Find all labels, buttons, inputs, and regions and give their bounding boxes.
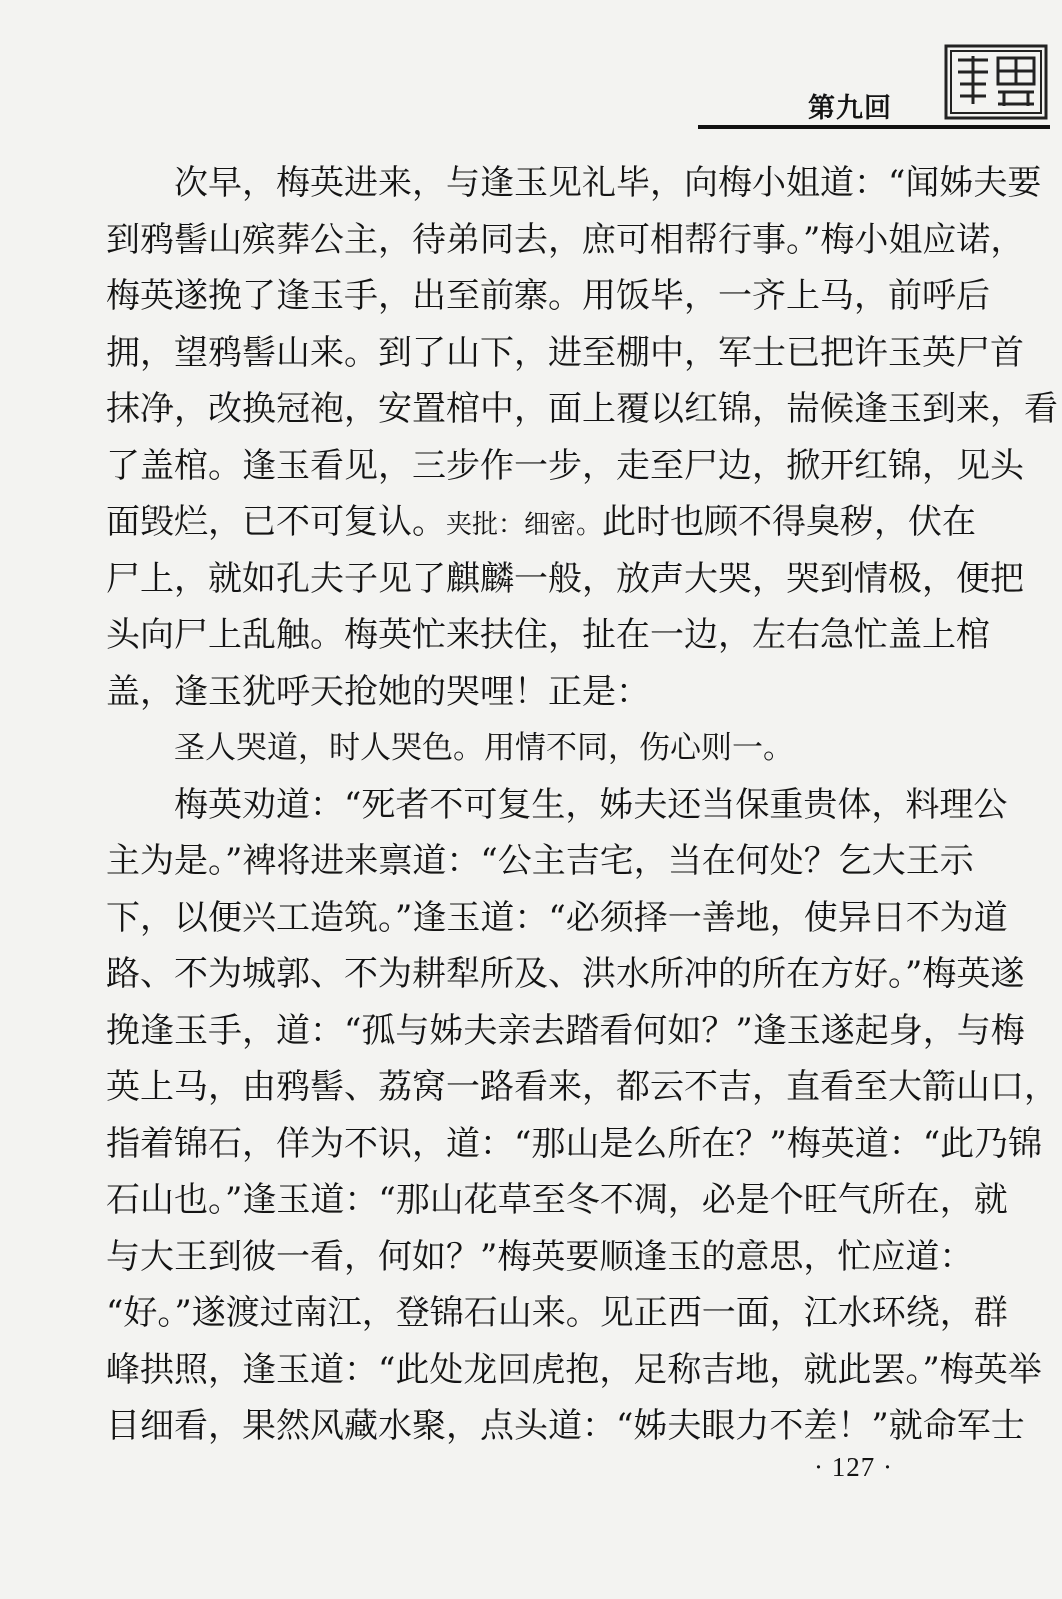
text-line: 尸上，就如孔夫子见了麒麟一般，放声大哭，哭到情极，便把 [106, 558, 1024, 599]
verse-line: 圣人哭道，时人哭色。用情不同，伤心则一。 [174, 730, 794, 766]
text-line: 峰拱照，逢玉道：“此处龙回虎抱，足称吉地，就此罢。”梅英举 [106, 1349, 1042, 1390]
text-segment: 此时也顾不得臭秽，伏在 [602, 502, 977, 542]
text-line: 目细看，果然风藏水聚，点头道：“姊夫眼力不差！”就命军士 [106, 1406, 1025, 1446]
text-line: 路、不为城郭、不为耕犁所及、洪水所冲的所在方好。”梅英遂 [106, 954, 1025, 994]
text-line: 英上马，由鸦髻、荔窝一路看来，都云不吉，直看至大箭山口， [106, 1067, 1058, 1107]
text-line: 了盖棺。逢玉看见，三步作一步，走至尸边，掀开红锦，见头 [106, 445, 1024, 486]
text-line: 抹净，改换冠袍，安置棺中，面上覆以红锦，耑候逢玉到来，看 [106, 389, 1058, 429]
text-line: 拥，望鸦髻山来。到了山下，进至棚中，军士已把许玉英尸首 [106, 332, 1024, 373]
text-line: 主为是。”裨将进来禀道：“公主吉宅，当在何处？乞大王示 [106, 841, 974, 881]
text-line: “好。”遂渡过南江，登锦石山来。见正西一面，江水环绕，群 [106, 1293, 1008, 1333]
chapter-title: 第九回 [808, 93, 892, 124]
text-line: 梅英劝道：“死者不可复生，姊夫还当保重贵体，料理公 [174, 784, 1008, 825]
annotation-note: 夹批：细密。 [446, 510, 603, 540]
text-line: 到鸦髻山殡葬公主，待弟同去，庶可相帮行事。”梅小姐应诺， [106, 219, 1025, 260]
text-line: 石山也。”逢玉道：“那山花草至冬不凋，必是个旺气所在，就 [106, 1180, 1008, 1220]
header-rule [698, 125, 1050, 129]
text-line: 次早，梅英进来，与逢玉见礼毕，向梅小姐道：“闻姊夫要 [174, 163, 1042, 203]
page-number: · 127 · [814, 1452, 893, 1482]
text-line: 指着锦石，佯为不识，道：“那山是么所在？”梅英道：“此乃锦 [106, 1123, 1043, 1164]
text-line: 与大王到彼一看，何如？”梅英要顺逢玉的意思，忙应道： [106, 1236, 974, 1277]
text-line [106, 494, 977, 551]
text-line: 盖，逢玉犹呼天抢她的哭哩！正是： [106, 671, 650, 712]
text-line: 下，以便兴工造筑。”逢玉道：“必须择一善地，使异日不为道 [106, 897, 1008, 938]
body-text [106, 155, 1058, 1455]
text-line: 挽逢玉手，道：“孤与姊夫亲去踏看何如？”逢玉遂起身，与梅 [106, 1010, 1025, 1051]
text-line: 头向尸上乱触。梅英忙来扶住，扯在一边，左右急忙盖上棺 [106, 615, 990, 655]
text-line: 梅英遂挽了逢玉手，出至前寨。用饭毕，一齐上马，前呼后 [106, 276, 990, 316]
publisher-seal-icon [944, 44, 1048, 120]
text-segment: 面毁烂，已不可复认。 [106, 502, 446, 542]
